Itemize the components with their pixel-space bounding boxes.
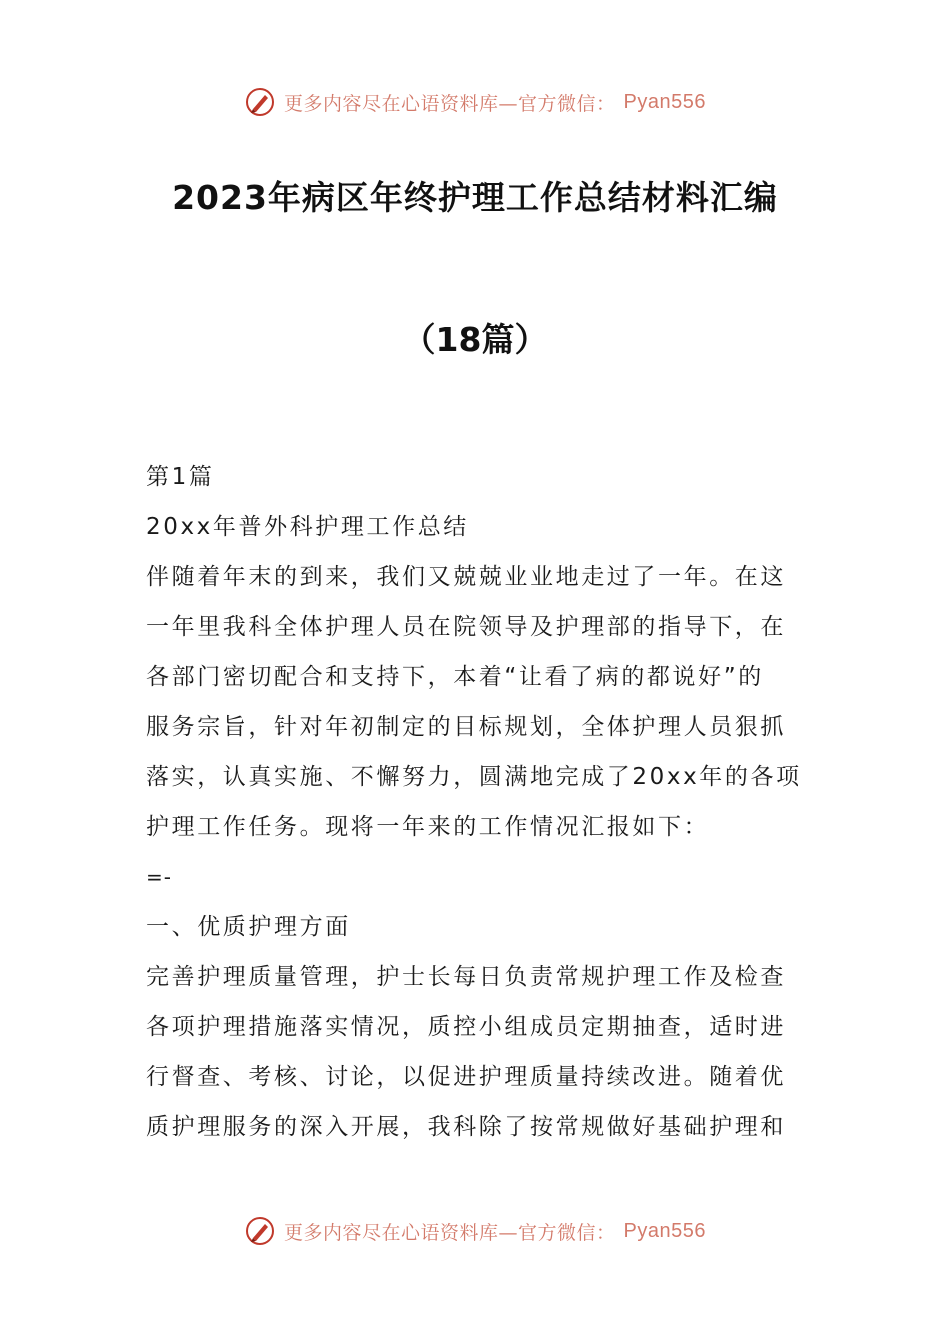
watermark-wechat-id: Pyan556 <box>623 1219 706 1242</box>
document-subtitle: （18篇） <box>402 320 548 359</box>
body-line: 伴随着年末的到来，我们又兢兢业业地走过了一年。在这 <box>146 564 786 590</box>
body-line: 各部门密切配合和支持下，本着“让看了病的都说好”的 <box>146 664 764 690</box>
body-line: 一年里我科全体护理人员在院领导及护理部的指导下，在 <box>146 614 786 640</box>
body-line: 落实，认真实施、不懈努力，圆满地完成了20xx年的各项 <box>146 764 802 790</box>
document-title: 2023年病区年终护理工作总结材料汇编 <box>172 178 778 217</box>
pen-logo-icon <box>244 86 276 118</box>
body-line: 服务宗旨，针对年初制定的目标规划，全体护理人员狠抓 <box>146 714 786 740</box>
body-line: 质护理服务的深入开展，我科除了按常规做好基础护理和 <box>146 1114 786 1140</box>
body-line: 完善护理质量管理，护士长每日负责常规护理工作及检查 <box>146 964 786 990</box>
section-marker: =- <box>146 865 172 889</box>
section-heading: 一、优质护理方面 <box>146 914 351 940</box>
watermark-footer <box>0 1211 950 1251</box>
body-line: 各项护理措施落实情况，质控小组成员定期抽查，适时进 <box>146 1014 786 1040</box>
watermark-header <box>0 82 950 122</box>
body-line: 护理工作任务。现将一年来的工作情况汇报如下： <box>146 814 710 840</box>
watermark-text: 更多内容尽在心语资料库—官方微信： <box>284 1221 616 1244</box>
watermark-text: 更多内容尽在心语资料库—官方微信： <box>284 92 616 115</box>
pen-logo-icon <box>244 1215 276 1247</box>
body-line: 行督查、考核、讨论，以促进护理质量持续改进。随着优 <box>146 1064 786 1090</box>
chapter-heading: 第1篇 <box>146 464 215 490</box>
document-body <box>146 452 808 1152</box>
article-heading: 20xx年普外科护理工作总结 <box>146 514 469 540</box>
watermark-wechat-id: Pyan556 <box>623 90 706 113</box>
